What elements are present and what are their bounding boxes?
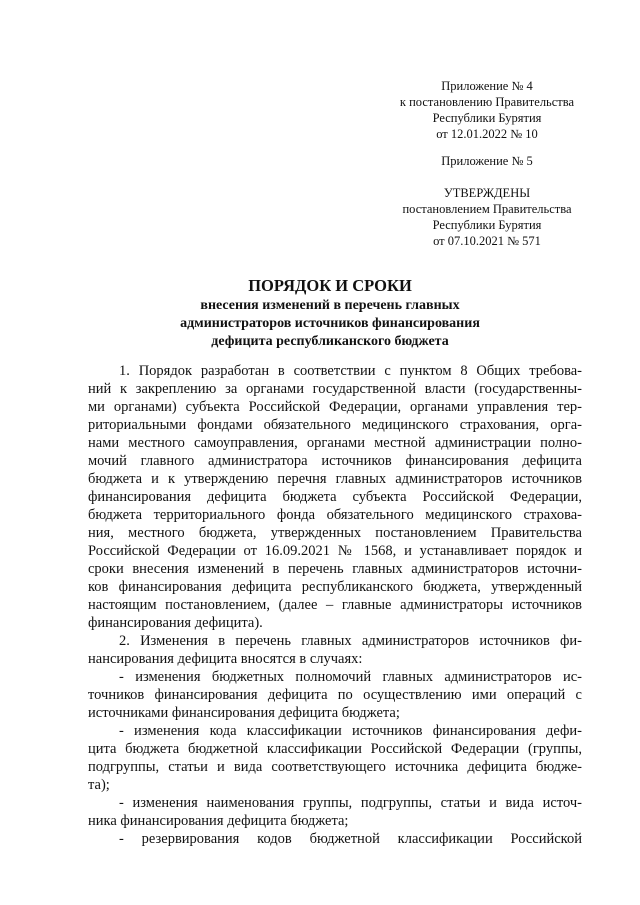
body-line: сроки внесения изменений в перечень главных администраторов источни- bbox=[88, 561, 582, 577]
body-line: нансирования дефицита вносятся в случаях: bbox=[88, 651, 363, 667]
body-line: настоящим постановлением, (далее – главные администраторы источников bbox=[88, 597, 582, 613]
body-line: нами местного самоуправления, органами местной администрации полно- bbox=[88, 435, 582, 451]
body-line: - изменения бюджетных полномочий главных администраторов ис- bbox=[119, 669, 582, 685]
approved-line-3: Республики Бурятия bbox=[432, 218, 542, 232]
annex-4-line-3: Республики Бурятия bbox=[432, 111, 542, 125]
title-sub-line-3: дефицита республиканского бюджета bbox=[211, 334, 449, 349]
body-line: та); bbox=[88, 777, 110, 793]
body-line: точников финансирования дефицита по осуществлению ими операций с bbox=[88, 687, 582, 703]
document-body bbox=[88, 362, 582, 848]
document-title bbox=[80, 276, 580, 351]
body-line: - изменения кода классификации источников финансирования дефи- bbox=[119, 723, 582, 739]
body-line: бюджета территориального фонда обязательного медицинского страхова- bbox=[88, 507, 582, 523]
annex-4-line-1: Приложение № 4 bbox=[441, 79, 533, 93]
body-line: ния, местного бюджета, утвержденных постановлением Правительства bbox=[88, 525, 582, 541]
body-line: финансирования дефицита бюджета субъекта Российской Федерации, bbox=[88, 489, 582, 505]
body-line: финансирования дефицита). bbox=[88, 615, 263, 631]
title-main: ПОРЯДОК И СРОКИ bbox=[248, 276, 412, 295]
approved-line-4: от 07.10.2021 № 571 bbox=[433, 234, 541, 248]
annex-5-label: Приложение № 5 bbox=[441, 154, 533, 168]
body-line: ний к закреплению за органами государственной власти (государственны- bbox=[88, 381, 582, 397]
body-line: Российской Федерации от 16.09.2021 № 1568, и устанавливает порядок и bbox=[88, 543, 582, 559]
body-line: цита бюджета бюджетной классификации Российской Федерации (группы, bbox=[88, 741, 582, 757]
body-line: подгруппы, статьи и вида соответствующего источника дефицита бюдже- bbox=[88, 759, 582, 775]
annex-4-line-2: к постановлению Правительства bbox=[399, 95, 575, 109]
body-line: - изменения наименования группы, подгруппы, статьи и вида источ- bbox=[119, 795, 582, 811]
approved-line-1: УТВЕРЖДЕНЫ bbox=[443, 186, 531, 200]
annex-4-line-4: от 12.01.2022 № 10 bbox=[436, 127, 538, 141]
body-line: 1. Порядок разработан в соответствии с пунктом 8 Общих требова- bbox=[119, 363, 582, 379]
annex-5-header bbox=[392, 153, 582, 169]
body-line: риториальными фондами обязательного медицинского страхования, орга- bbox=[88, 417, 582, 433]
body-line: мочий главного администратора источников финансирования дефицита bbox=[88, 453, 582, 469]
approval-stamp-block bbox=[392, 185, 582, 249]
body-line: ков финансирования дефицита республиканского бюджета, утвержденный bbox=[88, 579, 582, 595]
body-line: ника финансирования дефицита бюджета; bbox=[88, 813, 349, 829]
title-sub-line-2: администраторов источников финансирования bbox=[180, 316, 480, 331]
body-line: ми органами) субъекта Российской Федерации, органами управления тер- bbox=[88, 399, 582, 415]
body-line: - резервирования кодов бюджетной классификации Российской bbox=[119, 831, 582, 847]
body-line: бюджета и к утверждению перечня главных администраторов источников bbox=[88, 471, 582, 487]
body-line: источниками финансирования дефицита бюджета; bbox=[88, 705, 400, 721]
title-sub-line-1: внесения изменений в перечень главных bbox=[200, 298, 460, 313]
annex-4-header bbox=[392, 78, 582, 142]
body-line: 2. Изменения в перечень главных администраторов источников фи- bbox=[119, 633, 582, 649]
approved-line-2: постановлением Правительства bbox=[402, 202, 572, 216]
